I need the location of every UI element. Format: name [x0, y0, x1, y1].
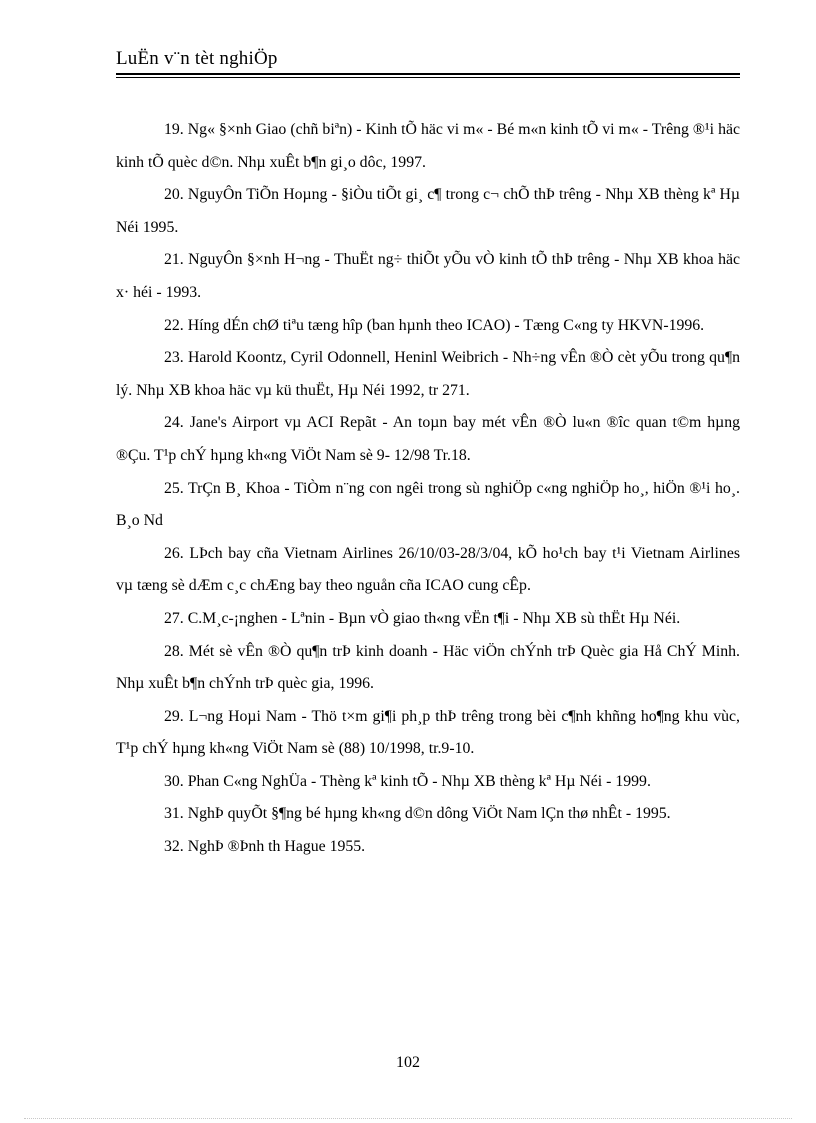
- reference-20: 20. NguyÔn TiÕn Hoµng - §iÒu tiÕt gi¸ c¶ trong c¬ chÕ thÞ trêng - Nhµ XB thèng kª Hµ Néi 1995.: [116, 186, 740, 236]
- reference-24: 24. Jane's Airport vµ ACI Repãt - An toµn bay mét vÊn ®Ò lu«n ®îc quan t©m hµng ®Çu. T¹p chÝ hµng kh«ng ViÖt Nam sè 9- 12/98 Tr.18.: [116, 414, 740, 464]
- reference-32: 32. NghÞ ®Þnh th Hague 1955.: [164, 838, 366, 856]
- header-divider-thin: [116, 77, 740, 78]
- reference-31: 31. NghÞ quyÕt §¶ng bé hµng kh«ng d©n dông ViÖt Nam lÇn thø nhÊt - 1995.: [164, 805, 671, 823]
- reference-22: 22. Híng dÉn chØ tiªu tæng hîp (ban hµnh theo ICAO) - Tæng C«ng ty HKVN-1996.: [164, 316, 705, 334]
- page-number: 102: [396, 1054, 420, 1071]
- reference-23: 23. Harold Koontz, Cyril Odonnell, Heninl Weibrich - Nh÷ng vÊn ®Ò cèt yÕu trong qu¶n lý. Nhµ XB khoa häc vµ kü thuËt, Hµ Néi 1992, tr 271.: [116, 349, 740, 399]
- reference-29: 29. L¬ng Hoµi Nam - Thö t×m gi¶i ph¸p thÞ trêng trong bèi c¶nh khñng ho¶ng khu vùc, T¹p chÝ hµng kh«ng ViÖt Nam sè (88) 10/1998, tr.9-10.: [116, 707, 740, 758]
- reference-26: 26. LÞch bay cña Vietnam Airlines 26/10/03-28/3/04, kÕ ho¹ch bay t¹i Vietnam Airlines vµ tæng sè dÆm c¸c chÆng bay theo nguån cña ICAO cung cÊp.: [116, 544, 740, 595]
- page-bottom-edge: [24, 1118, 792, 1119]
- reference-21: 21. NguyÔn §×nh H¬ng - ThuËt ng÷ thiÕt yÕu vÒ kinh tÕ thÞ trêng - Nhµ XB khoa häc x· héi - 1993.: [116, 251, 740, 301]
- reference-list: [116, 114, 740, 864]
- reference-28: 28. Mét sè vÊn ®Ò qu¶n trÞ kinh doanh - Häc viÖn chÝnh trÞ Quèc gia Hå ChÝ Minh. Nhµ xuÊt b¶n chÝnh trÞ quèc gia, 1996.: [116, 642, 740, 693]
- header-divider-thick: [116, 73, 740, 75]
- reference-27: 27. C.M¸c-¡nghen - Lªnin - Bµn vÒ giao th«ng vËn t¶i - Nhµ XB sù thËt Hµ Néi.: [164, 609, 681, 627]
- reference-19: 19. Ng« §×nh Giao (chñ biªn) - Kinh tÕ häc vi m« - Bé m«n kinh tÕ vi m« - Trêng ®¹i häc kinh tÕ quèc d©n. Nhµ xuÊt b¶n gi¸o dôc, 1997.: [116, 121, 740, 171]
- reference-25: 25. TrÇn B¸ Khoa - TiÒm n¨ng con ngêi trong sù nghiÖp c«ng nghiÖp ho¸, hiÖn ®¹i ho¸. B¸o Nd: [116, 479, 740, 530]
- running-header-title: LuËn v¨n tèt nghiÖp: [116, 48, 278, 69]
- reference-30: 30. Phan C«ng NghÜa - Thèng kª kinh tÕ - Nhµ XB thèng kª Hµ Néi - 1999.: [164, 772, 651, 790]
